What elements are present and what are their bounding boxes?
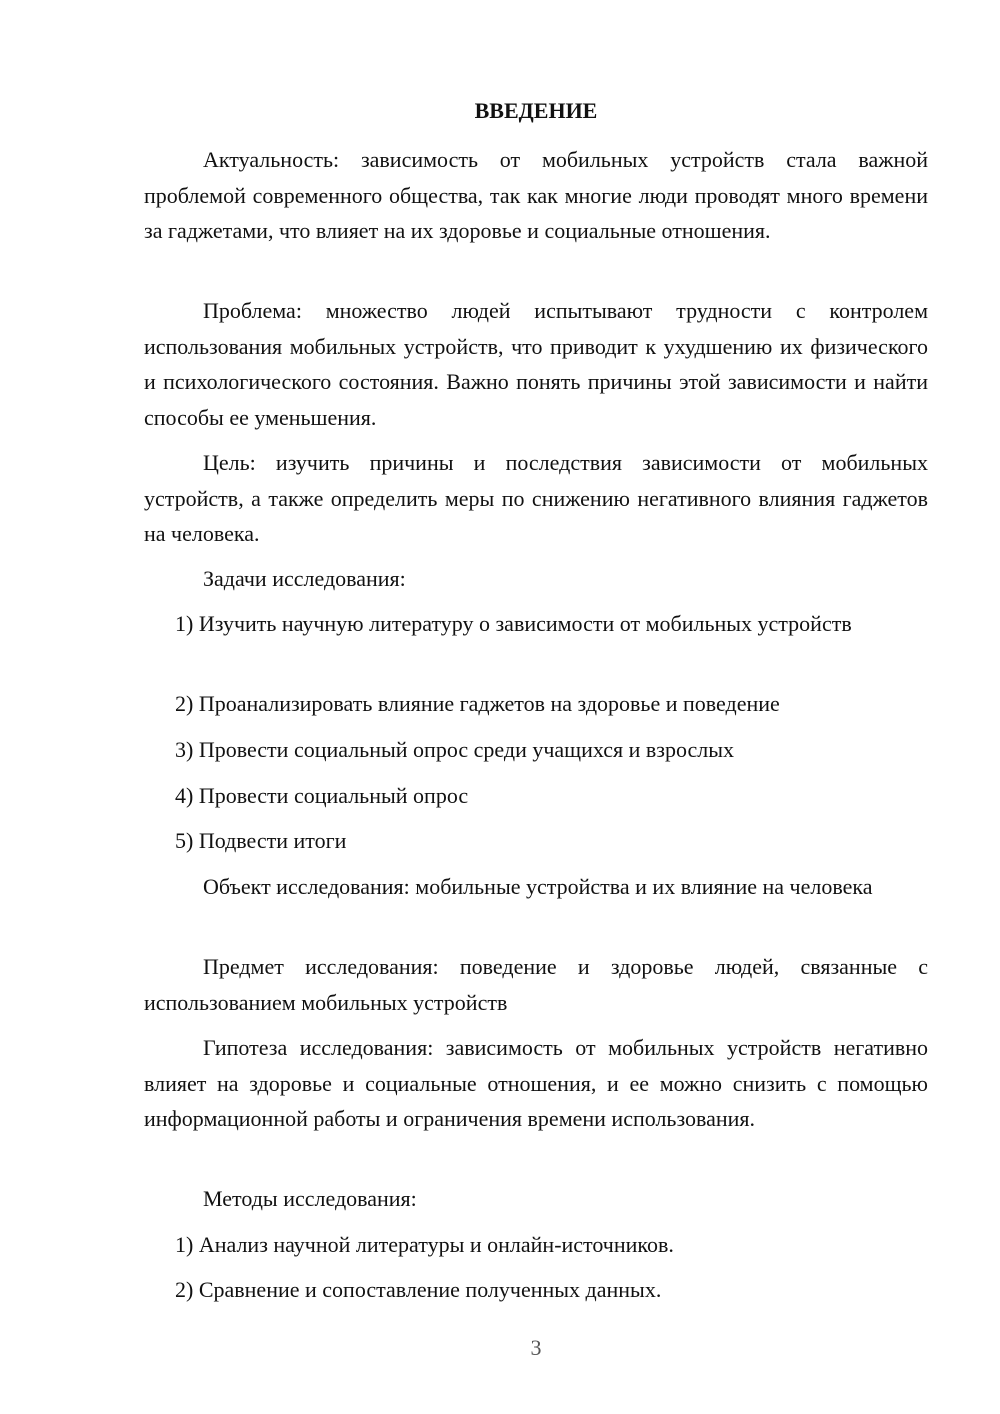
goal-paragraph: Цель: изучить причины и последствия зависимости от мобильных устройств, а также определить меры по снижению негативного влияния гаджетов на человека.: [144, 450, 928, 546]
method-item-1: 1) Анализ научной литературы и онлайн-источников.: [175, 1232, 674, 1257]
page-title: ВВЕДЕНИЕ: [474, 98, 598, 123]
subject-paragraph: Предмет исследования: поведение и здоровье людей, связанные с использованием мобильных устройств: [144, 954, 928, 1015]
problem-paragraph: Проблема: множество людей испытывают трудности с контролем использования мобильных устройств, что приводит к ухудшению их физического и психологического состояния. Важно понять причины этой зависимости и найти способы ее уменьшения.: [144, 298, 928, 430]
document-page: [144, 0, 928, 1414]
page-number: 3: [530, 1335, 542, 1360]
task-item-5: 5) Подвести итоги: [175, 828, 347, 853]
relevance-paragraph: Актуальность: зависимость от мобильных устройств стала важной проблемой современного общества, так как многие люди проводят много времени за гаджетами, что влияет на их здоровье и социальные отношения.: [144, 147, 928, 243]
task-item-2: 2) Проанализировать влияние гаджетов на здоровье и поведение: [175, 691, 780, 716]
hypothesis-paragraph: Гипотеза исследования: зависимость от мобильных устройств негативно влияет на здоровье и социальные отношения, и ее можно снизить с помощью информационной работы и ограничения времени использования.: [144, 1035, 928, 1131]
task-item-1: 1) Изучить научную литературу о зависимости от мобильных устройств: [175, 611, 852, 636]
tasks-heading: Задачи исследования:: [203, 566, 406, 591]
methods-heading: Методы исследования:: [203, 1186, 417, 1211]
task-item-4: 4) Провести социальный опрос: [175, 783, 469, 808]
method-item-2: 2) Сравнение и сопоставление полученных данных.: [175, 1277, 662, 1302]
object-paragraph: Объект исследования: мобильные устройства и их влияние на человека: [203, 874, 873, 899]
task-item-3: 3) Провести социальный опрос среди учащихся и взрослых: [175, 737, 735, 762]
